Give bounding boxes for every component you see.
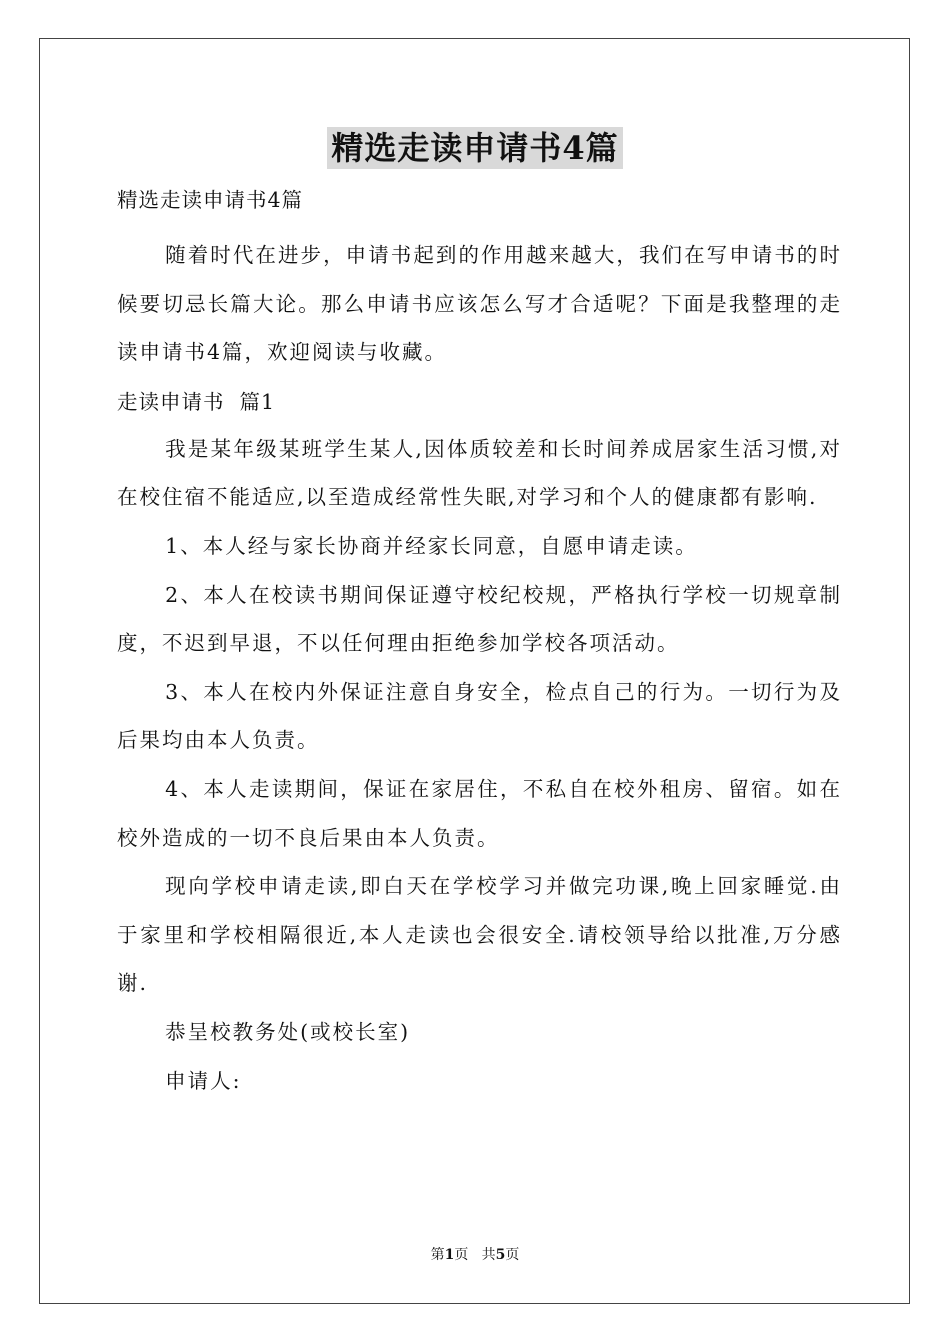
body-paragraph: 3、本人在校内外保证注意自身安全，检点自己的行为。一切行为及后果均由本人负责。 xyxy=(117,679,842,753)
page-suffix: 页 xyxy=(454,1247,469,1263)
page-footer xyxy=(0,1244,950,1264)
body-paragraph: 2、本人在校读书期间保证遵守校纪校规，严格执行学校一切规章制度，不迟到早退，不以任何理由拒绝参加学校各项活动。 xyxy=(117,582,842,656)
document-body xyxy=(117,183,842,1105)
document-subtitle: 精选走读申请书4篇 xyxy=(117,188,304,212)
addressee-line: 恭呈校教务处(或校长室) xyxy=(165,1019,411,1044)
page-prefix: 第 xyxy=(430,1247,445,1263)
body-paragraph: 1、本人经与家长协商并经家长同意，自愿申请走读。 xyxy=(165,533,698,558)
total-prefix: 共 xyxy=(481,1247,496,1263)
total-suffix: 页 xyxy=(505,1247,520,1263)
body-paragraph: 现向学校申请走读,即白天在学校学习并做完功课,晚上回家睡觉.由于家里和学校相隔很近,本人走读也会很安全.请校领导给以批准,万分感谢. xyxy=(117,874,842,996)
document-title: 精选走读申请书4篇 xyxy=(327,127,622,169)
intro-paragraph: 随着时代在进步，申请书起到的作用越来越大，我们在写申请书的时候要切忌长篇大论。那么申请书应该怎么写才合适呢？下面是我整理的走读申请书4篇，欢迎阅读与收藏。 xyxy=(117,243,842,365)
section-heading: 走读申请书 篇1 xyxy=(117,389,276,414)
title-area xyxy=(0,127,950,169)
body-paragraph: 4、本人走读期间，保证在家居住，不私自在校外租房、留宿。如在校外造成的一切不良后果由本人负责。 xyxy=(117,776,842,850)
body-paragraph: 我是某年级某班学生某人,因体质较差和长时间养成居家生活习惯,对在校住宿不能适应,以至造成经常性失眠,对学习和个人的健康都有影响. xyxy=(117,436,842,510)
total-pages: 5 xyxy=(495,1247,506,1263)
page-number: 1 xyxy=(444,1247,455,1263)
applicant-line: 申请人: xyxy=(165,1068,242,1093)
